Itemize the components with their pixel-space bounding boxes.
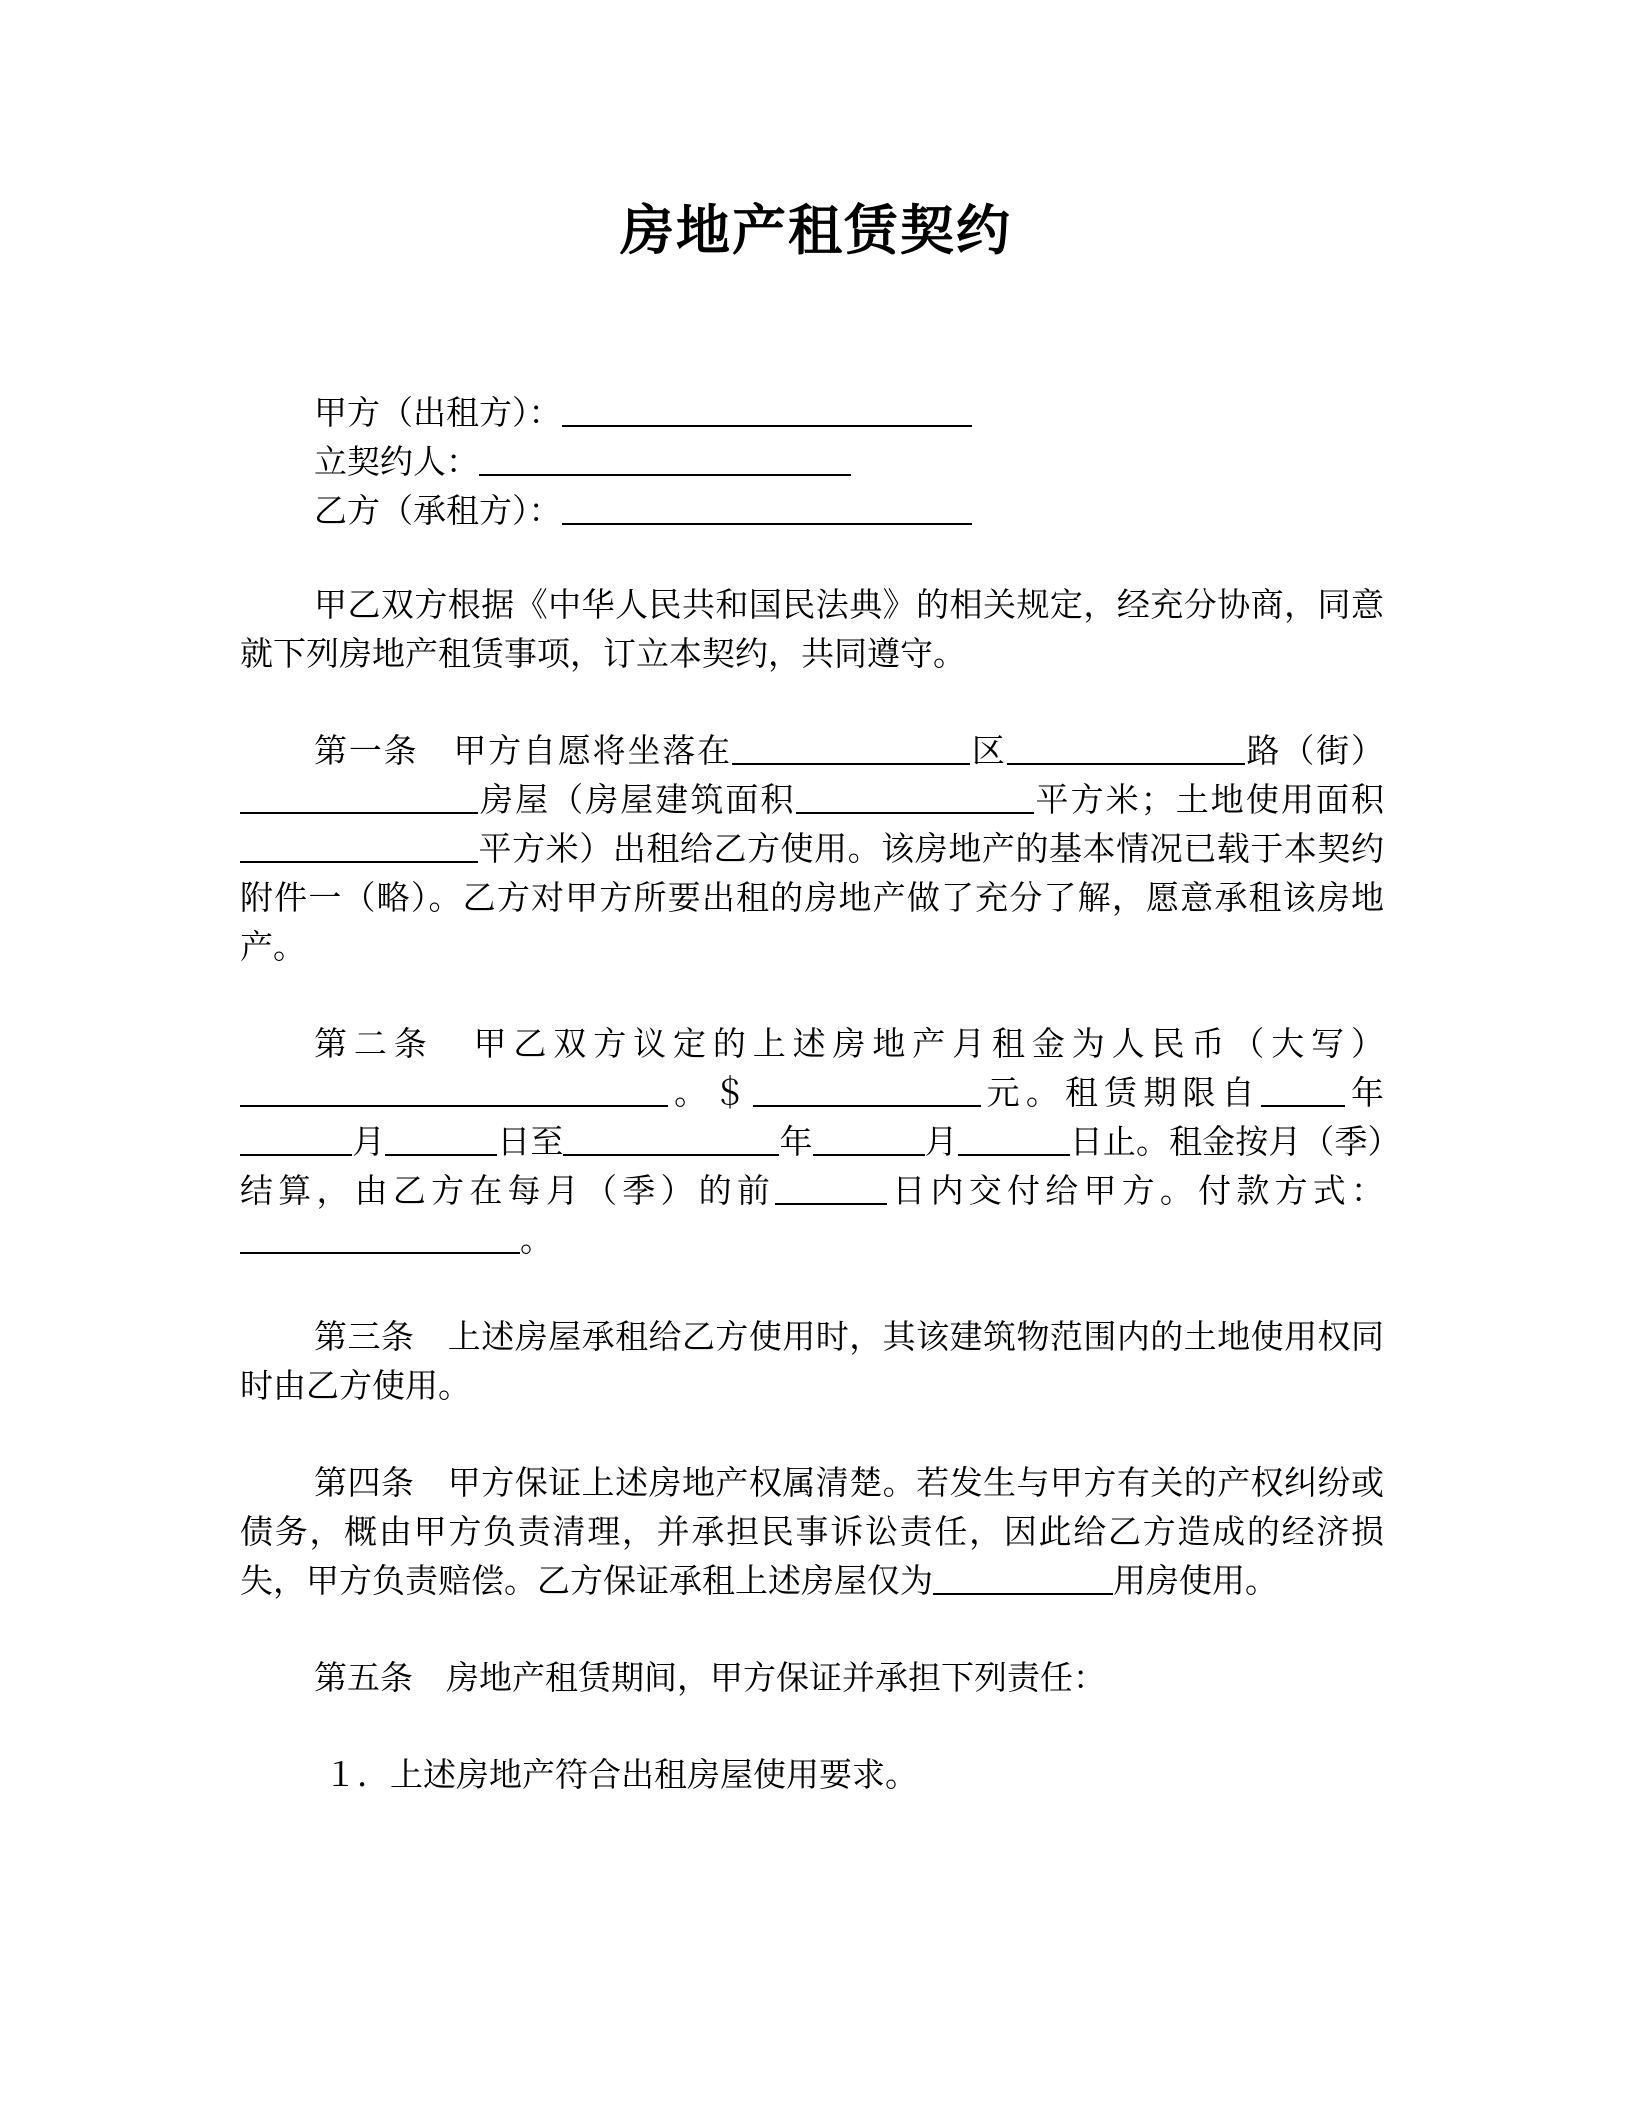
article-2-text: 。: [520, 1220, 553, 1259]
road-blank: [1007, 733, 1245, 765]
document-title: 房地产租赁契约: [620, 199, 1012, 262]
article-1-text: 房屋（房屋建筑面积: [478, 780, 796, 819]
end-year-blank: [563, 1124, 779, 1156]
end-month-blank: [813, 1124, 925, 1156]
signer-blank: [479, 444, 851, 476]
article-2: [240, 1019, 1384, 1264]
land-area-blank: [240, 831, 478, 863]
preamble-paragraph: 甲乙双方根据《中华人民共和国民法典》的相关规定，经充分协商，同意就下列房地产租赁事项，订立本契约，共同遵守。: [240, 585, 1384, 673]
article-1-text: 平方米；土地使用面积: [1033, 780, 1385, 819]
lessor-blank: [562, 395, 972, 427]
article-2-text: 。＄: [668, 1073, 753, 1112]
article-1: [240, 726, 1384, 971]
lessee-blank: [562, 493, 972, 525]
article-1-text: 第一条 甲方自愿将坐落在: [314, 731, 732, 770]
article-4: [240, 1458, 1384, 1605]
article-2-text: 年: [1344, 1073, 1385, 1112]
rent-capital-blank: [240, 1075, 668, 1107]
article-1-text: 路（街）: [1244, 731, 1385, 770]
article-1-text: 区: [970, 731, 1007, 770]
payment-method-blank: [240, 1222, 520, 1254]
start-year-blank: [1261, 1075, 1345, 1107]
end-day-blank: [958, 1124, 1070, 1156]
start-day-blank: [385, 1124, 497, 1156]
article-2-text: 日内交付给甲方。付款方式：: [887, 1171, 1385, 1210]
article-5: 第五条 房地产租赁期间，甲方保证并承担下列责任：: [314, 1658, 1106, 1697]
article-2-text: 日至: [497, 1122, 564, 1161]
payment-days-blank: [775, 1173, 887, 1205]
article-4-text: 用房使用。: [1113, 1561, 1278, 1600]
article-2-text: 第二条 甲乙双方议定的上述房地产月租金为人民币（大写）: [314, 1024, 1384, 1063]
lessee-label: 乙方（承租方）：: [314, 491, 562, 530]
article-3: 第三条 上述房屋承租给乙方使用时，其该建筑物范围内的土地使用权同时由乙方使用。: [240, 1317, 1384, 1405]
article-2-text: 月: [352, 1122, 386, 1161]
article-2-text: 月: [924, 1122, 958, 1161]
signer-line: [240, 437, 1384, 486]
article-2-text: 元。租赁期限自: [980, 1073, 1261, 1112]
article-2-text: 日止。租金按月（季）结算，由乙方在每月（季）的前: [240, 1122, 1385, 1210]
article-2-text: 年: [779, 1122, 813, 1161]
rent-amount-blank: [753, 1075, 981, 1107]
document-body: [240, 388, 1384, 1799]
house-number-blank: [240, 782, 478, 814]
start-month-blank: [240, 1124, 352, 1156]
list-item-1: １．上述房地产符合出租房屋使用要求。: [324, 1755, 918, 1794]
lessor-label: 甲方（出租方）：: [314, 393, 562, 432]
usage-blank: [933, 1563, 1113, 1595]
article-1-text: 平方米）出租给乙方使用。该房地产的基本情况已载于本契约附件一（略）。乙方对甲方所要出租的房地产做了充分了解，愿意承租该房地产。: [240, 829, 1384, 966]
article-4-text: 第四条 甲方保证上述房地产权属清楚。若发生与甲方有关的产权纠纷或债务，概由甲方负责清理，并承担民事诉讼责任，因此给乙方造成的经济损失，甲方负责赔偿。乙方保证承租上述房屋仅为: [240, 1463, 1384, 1600]
lessee-line: [240, 486, 1384, 535]
signer-label: 立契约人：: [314, 442, 479, 481]
building-area-blank: [796, 782, 1034, 814]
district-blank: [732, 733, 970, 765]
lessor-line: [240, 388, 1384, 437]
